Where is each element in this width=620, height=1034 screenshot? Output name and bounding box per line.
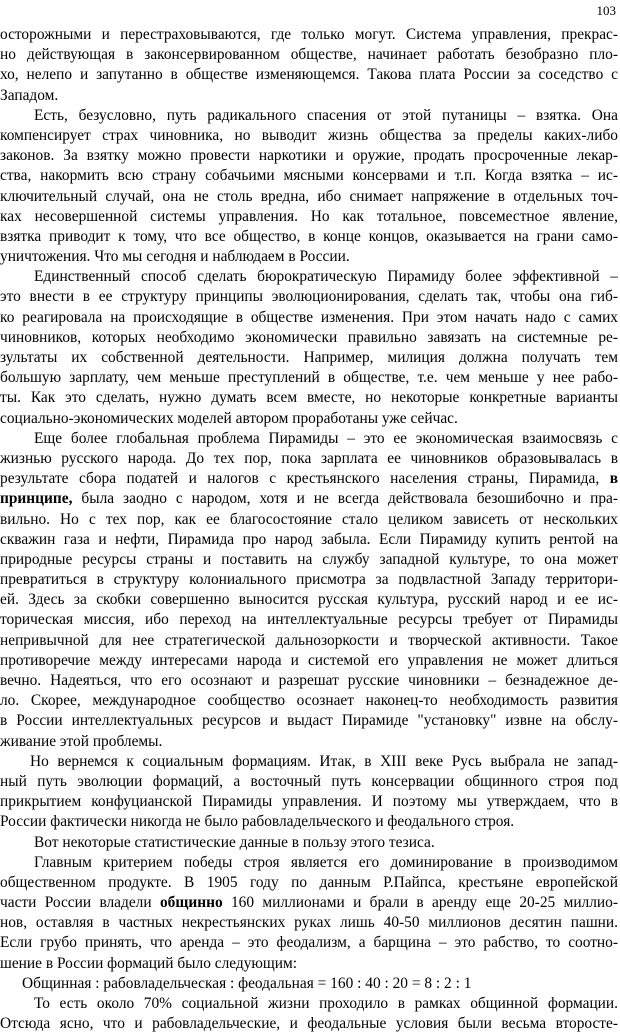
text-line: ключительный случай, она не столь вредна, ибо снимает напряжение в отдельных точ- (0, 187, 618, 205)
text-line: вечно. Надеяться, что его осознают и разрешат русские чиновники – безнадежное де- (0, 672, 618, 689)
text-line: Западом. (0, 86, 59, 104)
document-body (0, 25, 618, 1034)
text-line: Единственный способ сделать бюрократическую Пирамиду более эффективной – (34, 268, 618, 286)
text-line: ках несовершенной системы управления. Но как тотальное, повсеместное явление, (0, 207, 618, 225)
text-line: нов, оставляя в частных некрестьянских руках лишь 40-50 миллионов десятин пашни. (0, 914, 618, 932)
text-line: превратиться в структуру колониального присмотра за подвластной Западу территори- (0, 571, 618, 589)
text-line: Главным критерием победы строя является его доминирование в производимом (34, 853, 618, 871)
text-line (0, 893, 618, 913)
text-line: прикрытием конфуцианской Пирамиды управления. И поэтому мы утверждаем, что в (0, 793, 618, 811)
page-number: 103 (596, 3, 616, 18)
text-line: шение в России формаций было следующим: (0, 954, 297, 972)
text-line: это внести в ее структуру принципы эволюционирования, сделать так, чтобы она гиб- (0, 288, 618, 306)
text-line: ко реагировала на происходящие в обществе изменения. При этом начать надо с самих (0, 308, 618, 326)
text-line: природные ресурсы страны и поставить на службу западной культуре, то она может (0, 550, 618, 568)
text-line: компенсирует страх чиновника, но выводит жизнь общества за пределы каких-либо (0, 126, 618, 144)
text-line: Но вернемся к социальным формациям. Итак, в XIII веке Русь выбрала не запад- (30, 752, 618, 770)
text-line: Вот некоторые статистические данные в пользу этого тезиса. (34, 833, 435, 851)
text-line: скважин газа и нефти, Пирамида про народ забыла. Если Пирамиду купить рентой на (0, 530, 618, 548)
formula-line: Общинная : рабовладельческая : феодальная = 160 : 40 : 20 = 8 : 2 : 1 (22, 974, 472, 992)
text-line: ей. Здесь за скобки совершенно выносится русская культура, русский народ и ее ис- (0, 591, 618, 609)
text-line: ный путь эволюции формаций, а восточный путь консервации общинного строя под (0, 772, 618, 790)
text-line: зультаты их собственной деятельности. Например, милиция должна получать тем (0, 349, 618, 366)
text-line (0, 469, 618, 489)
text-line: осторожными и перестраховываются, где только могут. Система управления, прекрас- (0, 26, 618, 43)
text-fragment: результате сбора податей и налогов с крестьянского населения страны, Пирамида, (0, 470, 600, 488)
text-line: России фактически никогда не было рабовладельческого и феодального строя. (0, 813, 515, 831)
text-fragment: части России владели (0, 894, 152, 912)
text-line: Есть, безусловно, путь радикального спасения от этой путаницы – взятка. Она (34, 106, 618, 124)
text-line: ства, накормить всю страну собачьими мясными консервами и т.п. Когда взятка – ис- (0, 167, 618, 185)
bold-fragment: в (609, 470, 618, 488)
text-line: Еще более глобальная проблема Пирамиды – это ее экономическая взаимосвязь с (34, 429, 618, 447)
text-line: законов. За взятку можно провести наркотики и оружие, продать просроченные лекар- (0, 147, 618, 165)
text-line: хо, нелепо и запутанно в обществе изменяющемся. Такова плата России за соседство с (0, 66, 618, 84)
text-line: Отсюда ясно, что и рабовладельческие, и феодальные условия были весьма второсте- (0, 1015, 618, 1033)
text-line: непривычной для нее стратегической дальнозоркости и творческой активности. Такое (0, 631, 618, 649)
text-line: торическая миссия, ибо переход на интеллектуальные ресурсы требует от Пирамиды (0, 611, 618, 629)
text-fragment: была заодно с народом, хотя и не всегда действовала безошибочно и пра- (81, 490, 618, 508)
bold-fragment: принципе, (0, 490, 73, 508)
bold-fragment: общинно (159, 894, 223, 912)
text-line: социально-экономических моделей автором проработаны уже сейчас. (0, 409, 458, 427)
text-line: ты. Как это сделать, нужно думать всем вместе, но некоторые конкретные варианты (0, 389, 618, 407)
text-line: общественном продукте. В 1905 году по данным Р.Пайпса, крестьяне европейской (0, 873, 618, 891)
text-line (0, 489, 618, 509)
text-line: взятка приводит к тому, что все общество, в конце концов, оказывается на грани само- (0, 227, 618, 245)
text-line: но действующая в законсервированном обществе, начинает работать безобразно пло- (0, 46, 618, 64)
text-line: Если грубо принять, что аренда – это феодализм, а барщина – это рабство, то соотно- (0, 934, 618, 952)
text-line: большую зарплату, чем меньше преступлений в обществе, т.е. чем меньше у нее рабо- (0, 369, 618, 387)
text-fragment: 160 миллионами и брали в аренду еще 20-25 миллио- (230, 894, 618, 912)
text-line: ло. Скорее, международное сообщество осознает наконец-то необходимость развития (0, 692, 618, 710)
text-line: вильно. Но с тех пор, как ее благосостояние стало целиком зависеть от нескольких (0, 510, 618, 528)
text-line: уничтожения. Что мы сегодня и наблюдаем в России. (0, 248, 350, 266)
text-line: противоречие между интересами народа и системой его управления не может длиться (0, 651, 618, 669)
text-line: То есть около 70% социальной жизни проходило в рамках общинной формации. (34, 995, 618, 1012)
text-line: жизнью русского народа. До тех пор, пока зарплата ее чиновников образовывалась в (0, 449, 618, 467)
text-line: живание этой проблемы. (0, 732, 163, 750)
text-line: чиновников, которых необходимо экономически правильно завязать на системные ре- (0, 328, 618, 346)
text-line: в России интеллектуальных ресурсов и выдаст Пирамиде "установку" извне на обслу- (0, 712, 618, 730)
